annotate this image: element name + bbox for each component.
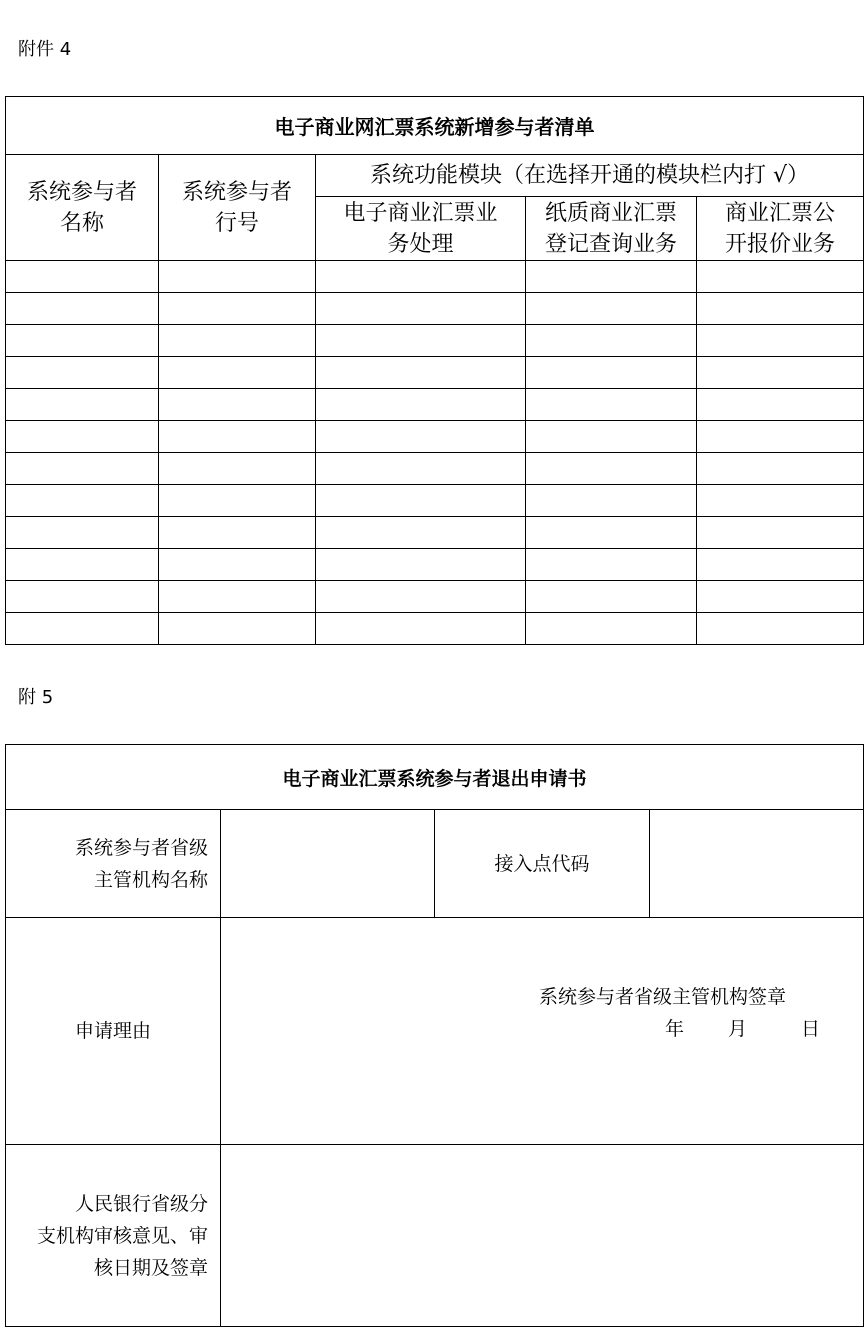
table-row [6, 549, 864, 581]
table-cell[interactable] [526, 581, 697, 613]
table-cell[interactable] [6, 261, 159, 293]
table-cell[interactable] [6, 357, 159, 389]
table-cell[interactable] [526, 453, 697, 485]
header-module-paper-bill-registry: 纸质商业汇票 登记查询业务 [526, 197, 697, 261]
table-row [6, 581, 864, 613]
table-cell[interactable] [159, 549, 316, 581]
table-cell[interactable] [316, 261, 526, 293]
reason-field[interactable] [221, 918, 864, 1145]
table-cell[interactable] [316, 293, 526, 325]
table-cell[interactable] [697, 293, 864, 325]
table-cell[interactable] [6, 293, 159, 325]
table-cell[interactable] [159, 293, 316, 325]
header-participant-name: 系统参与者 名称 [6, 155, 159, 261]
table-cell[interactable] [159, 613, 316, 645]
table-cell[interactable] [159, 421, 316, 453]
table-cell[interactable] [697, 613, 864, 645]
org-name-label: 系统参与者省级 主管机构名称 [6, 810, 221, 918]
table-cell[interactable] [697, 549, 864, 581]
table-cell[interactable] [316, 325, 526, 357]
new-participants-table [5, 96, 864, 645]
access-point-label: 接入点代码 [435, 810, 650, 918]
table-cell[interactable] [316, 485, 526, 517]
table-cell[interactable] [697, 421, 864, 453]
header-participant-bank-number: 系统参与者 行号 [159, 155, 316, 261]
table-row [6, 485, 864, 517]
table-cell[interactable] [316, 421, 526, 453]
table-row [6, 389, 864, 421]
attachment-4-label: 附件 4 [18, 39, 72, 60]
table-row [6, 293, 864, 325]
table-title: 电子商业网汇票系统新增参与者清单 [6, 97, 864, 155]
table-cell[interactable] [526, 293, 697, 325]
date-year-label: 年 [665, 1018, 685, 1040]
table-cell[interactable] [697, 485, 864, 517]
table-row [6, 325, 864, 357]
table-cell[interactable] [6, 613, 159, 645]
table-cell[interactable] [697, 453, 864, 485]
table-cell[interactable] [6, 389, 159, 421]
table-cell[interactable] [526, 517, 697, 549]
table-row [6, 517, 864, 549]
table-cell[interactable] [697, 357, 864, 389]
table-cell[interactable] [159, 453, 316, 485]
table-cell[interactable] [316, 581, 526, 613]
table-cell[interactable] [159, 581, 316, 613]
table-row [6, 261, 864, 293]
header-module-public-quotation: 商业汇票公 开报价业务 [697, 197, 864, 261]
header-module-electronic-bill: 电子商业汇票业 务处理 [316, 197, 526, 261]
date-month-label: 月 [728, 1018, 748, 1040]
table-cell[interactable] [697, 261, 864, 293]
header-function-modules: 系统功能模块（在选择开通的模块栏内打 √） [316, 155, 864, 197]
table-cell[interactable] [526, 549, 697, 581]
table-row [6, 613, 864, 645]
table-cell[interactable] [697, 581, 864, 613]
reason-label: 申请理由 [6, 918, 221, 1145]
table-cell[interactable] [526, 325, 697, 357]
review-label: 人民银行省级分 支机构审核意见、审 核日期及签章 [6, 1145, 221, 1327]
table-cell[interactable] [159, 261, 316, 293]
table-cell[interactable] [159, 357, 316, 389]
date-day-label: 日 [801, 1018, 821, 1040]
withdrawal-application-table [5, 744, 864, 1327]
form-title: 电子商业汇票系统参与者退出申请书 [6, 745, 864, 810]
table-cell[interactable] [526, 357, 697, 389]
table-cell[interactable] [697, 325, 864, 357]
review-field[interactable] [221, 1145, 864, 1327]
table-cell[interactable] [316, 517, 526, 549]
table-cell[interactable] [697, 517, 864, 549]
signature-label: 系统参与者省级主管机构签章 [539, 986, 787, 1008]
table-cell[interactable] [316, 549, 526, 581]
table-cell[interactable] [6, 517, 159, 549]
table-cell[interactable] [6, 581, 159, 613]
table-row [6, 421, 864, 453]
table-cell[interactable] [159, 517, 316, 549]
table-cell[interactable] [526, 613, 697, 645]
table-cell[interactable] [316, 357, 526, 389]
table-cell[interactable] [697, 389, 864, 421]
table-cell[interactable] [6, 421, 159, 453]
table-cell[interactable] [6, 325, 159, 357]
table-cell[interactable] [6, 485, 159, 517]
table-cell[interactable] [159, 325, 316, 357]
table-cell[interactable] [526, 485, 697, 517]
table-cell[interactable] [6, 549, 159, 581]
table-cell[interactable] [526, 261, 697, 293]
table-cell[interactable] [526, 389, 697, 421]
table-row [6, 357, 864, 389]
org-name-field[interactable] [221, 810, 435, 918]
table-cell[interactable] [316, 453, 526, 485]
attachment-5-label: 附 5 [18, 687, 54, 708]
table-cell[interactable] [159, 389, 316, 421]
date-line [665, 1014, 820, 1044]
table-cell[interactable] [316, 613, 526, 645]
table-cell[interactable] [6, 453, 159, 485]
table-cell[interactable] [526, 421, 697, 453]
table-cell[interactable] [159, 485, 316, 517]
table-cell[interactable] [316, 389, 526, 421]
table-row [6, 453, 864, 485]
access-point-field[interactable] [650, 810, 864, 918]
